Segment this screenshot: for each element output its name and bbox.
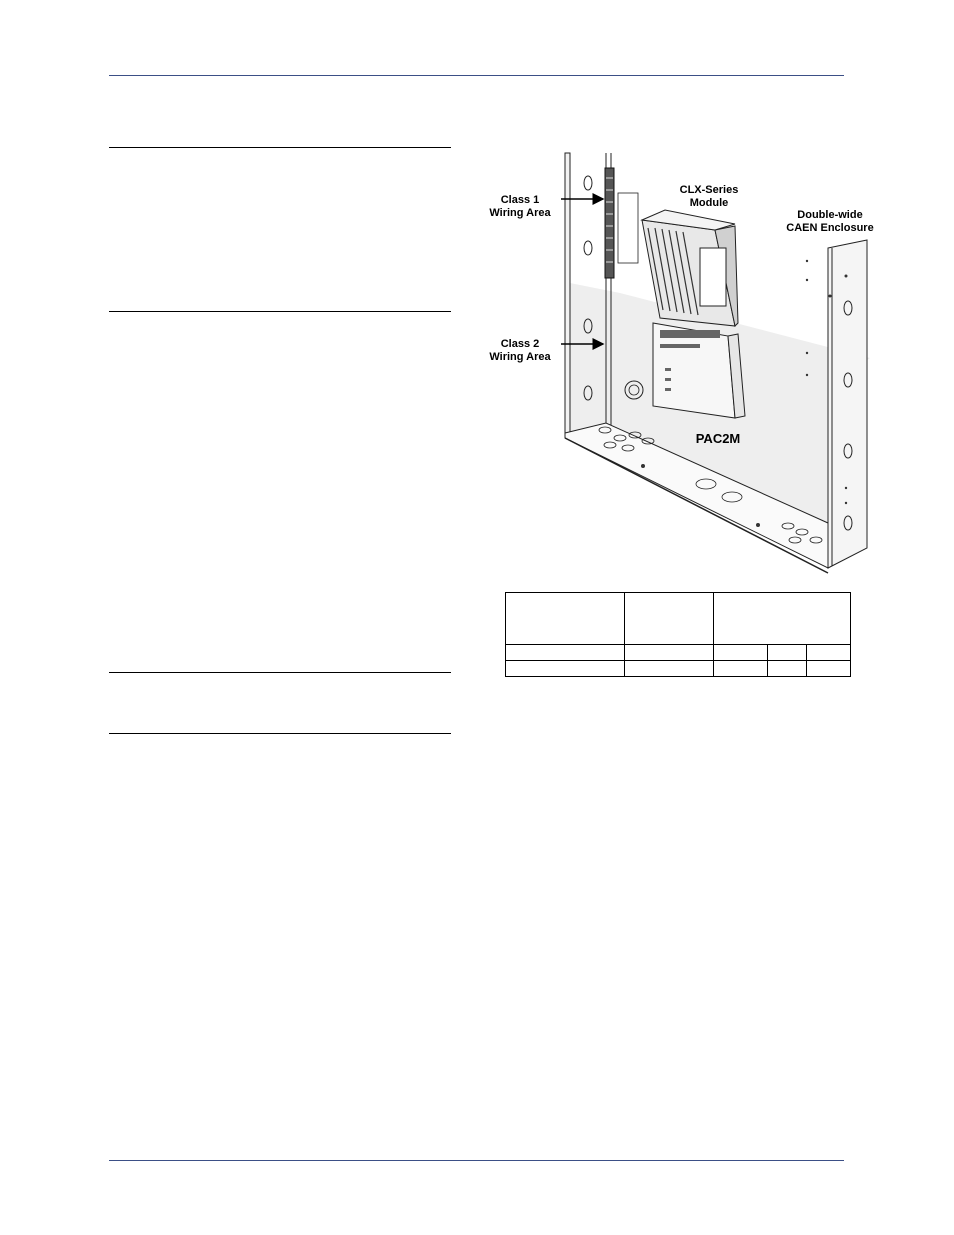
class1-label-line2: Wiring Area — [489, 207, 551, 219]
table-cell — [714, 593, 851, 645]
footer-rule — [109, 1160, 844, 1161]
class2-label-line1: Class 2 — [500, 338, 540, 350]
spec-table — [505, 592, 851, 677]
table-cell — [768, 661, 807, 677]
section-rule-1 — [109, 147, 451, 148]
section-rule-4 — [109, 733, 451, 734]
table-cell — [506, 661, 625, 677]
enclosure-label-line2: CAEN Enclosure — [786, 222, 874, 234]
header-rule — [109, 75, 844, 76]
table-cell — [506, 645, 625, 661]
table-row — [506, 645, 851, 661]
table-cell — [714, 645, 768, 661]
section-rule-2 — [109, 311, 451, 312]
enclosure-right-wall — [828, 240, 867, 568]
clx-label-line1: CLX-Series — [679, 184, 739, 196]
class2-label-line2: Wiring Area — [489, 351, 551, 363]
table-cell — [807, 661, 851, 677]
section-rule-3 — [109, 672, 451, 673]
table-cell — [768, 645, 807, 661]
table-cell — [625, 645, 714, 661]
table-cell — [807, 645, 851, 661]
clx-label-line2: Module — [689, 197, 729, 209]
class1-label-line1: Class 1 — [500, 194, 540, 206]
enclosure-illustration — [470, 148, 890, 578]
table-cell — [625, 593, 714, 645]
table-row — [506, 593, 851, 645]
pac2m-label: PAC2M — [695, 431, 741, 446]
table-row — [506, 661, 851, 677]
table-cell — [625, 661, 714, 677]
enclosure-label-line1: Double-wide — [797, 209, 863, 221]
table-cell — [506, 593, 625, 645]
enclosure-left-wall — [565, 153, 570, 438]
enclosure-figure — [470, 148, 890, 578]
table-cell — [714, 661, 768, 677]
